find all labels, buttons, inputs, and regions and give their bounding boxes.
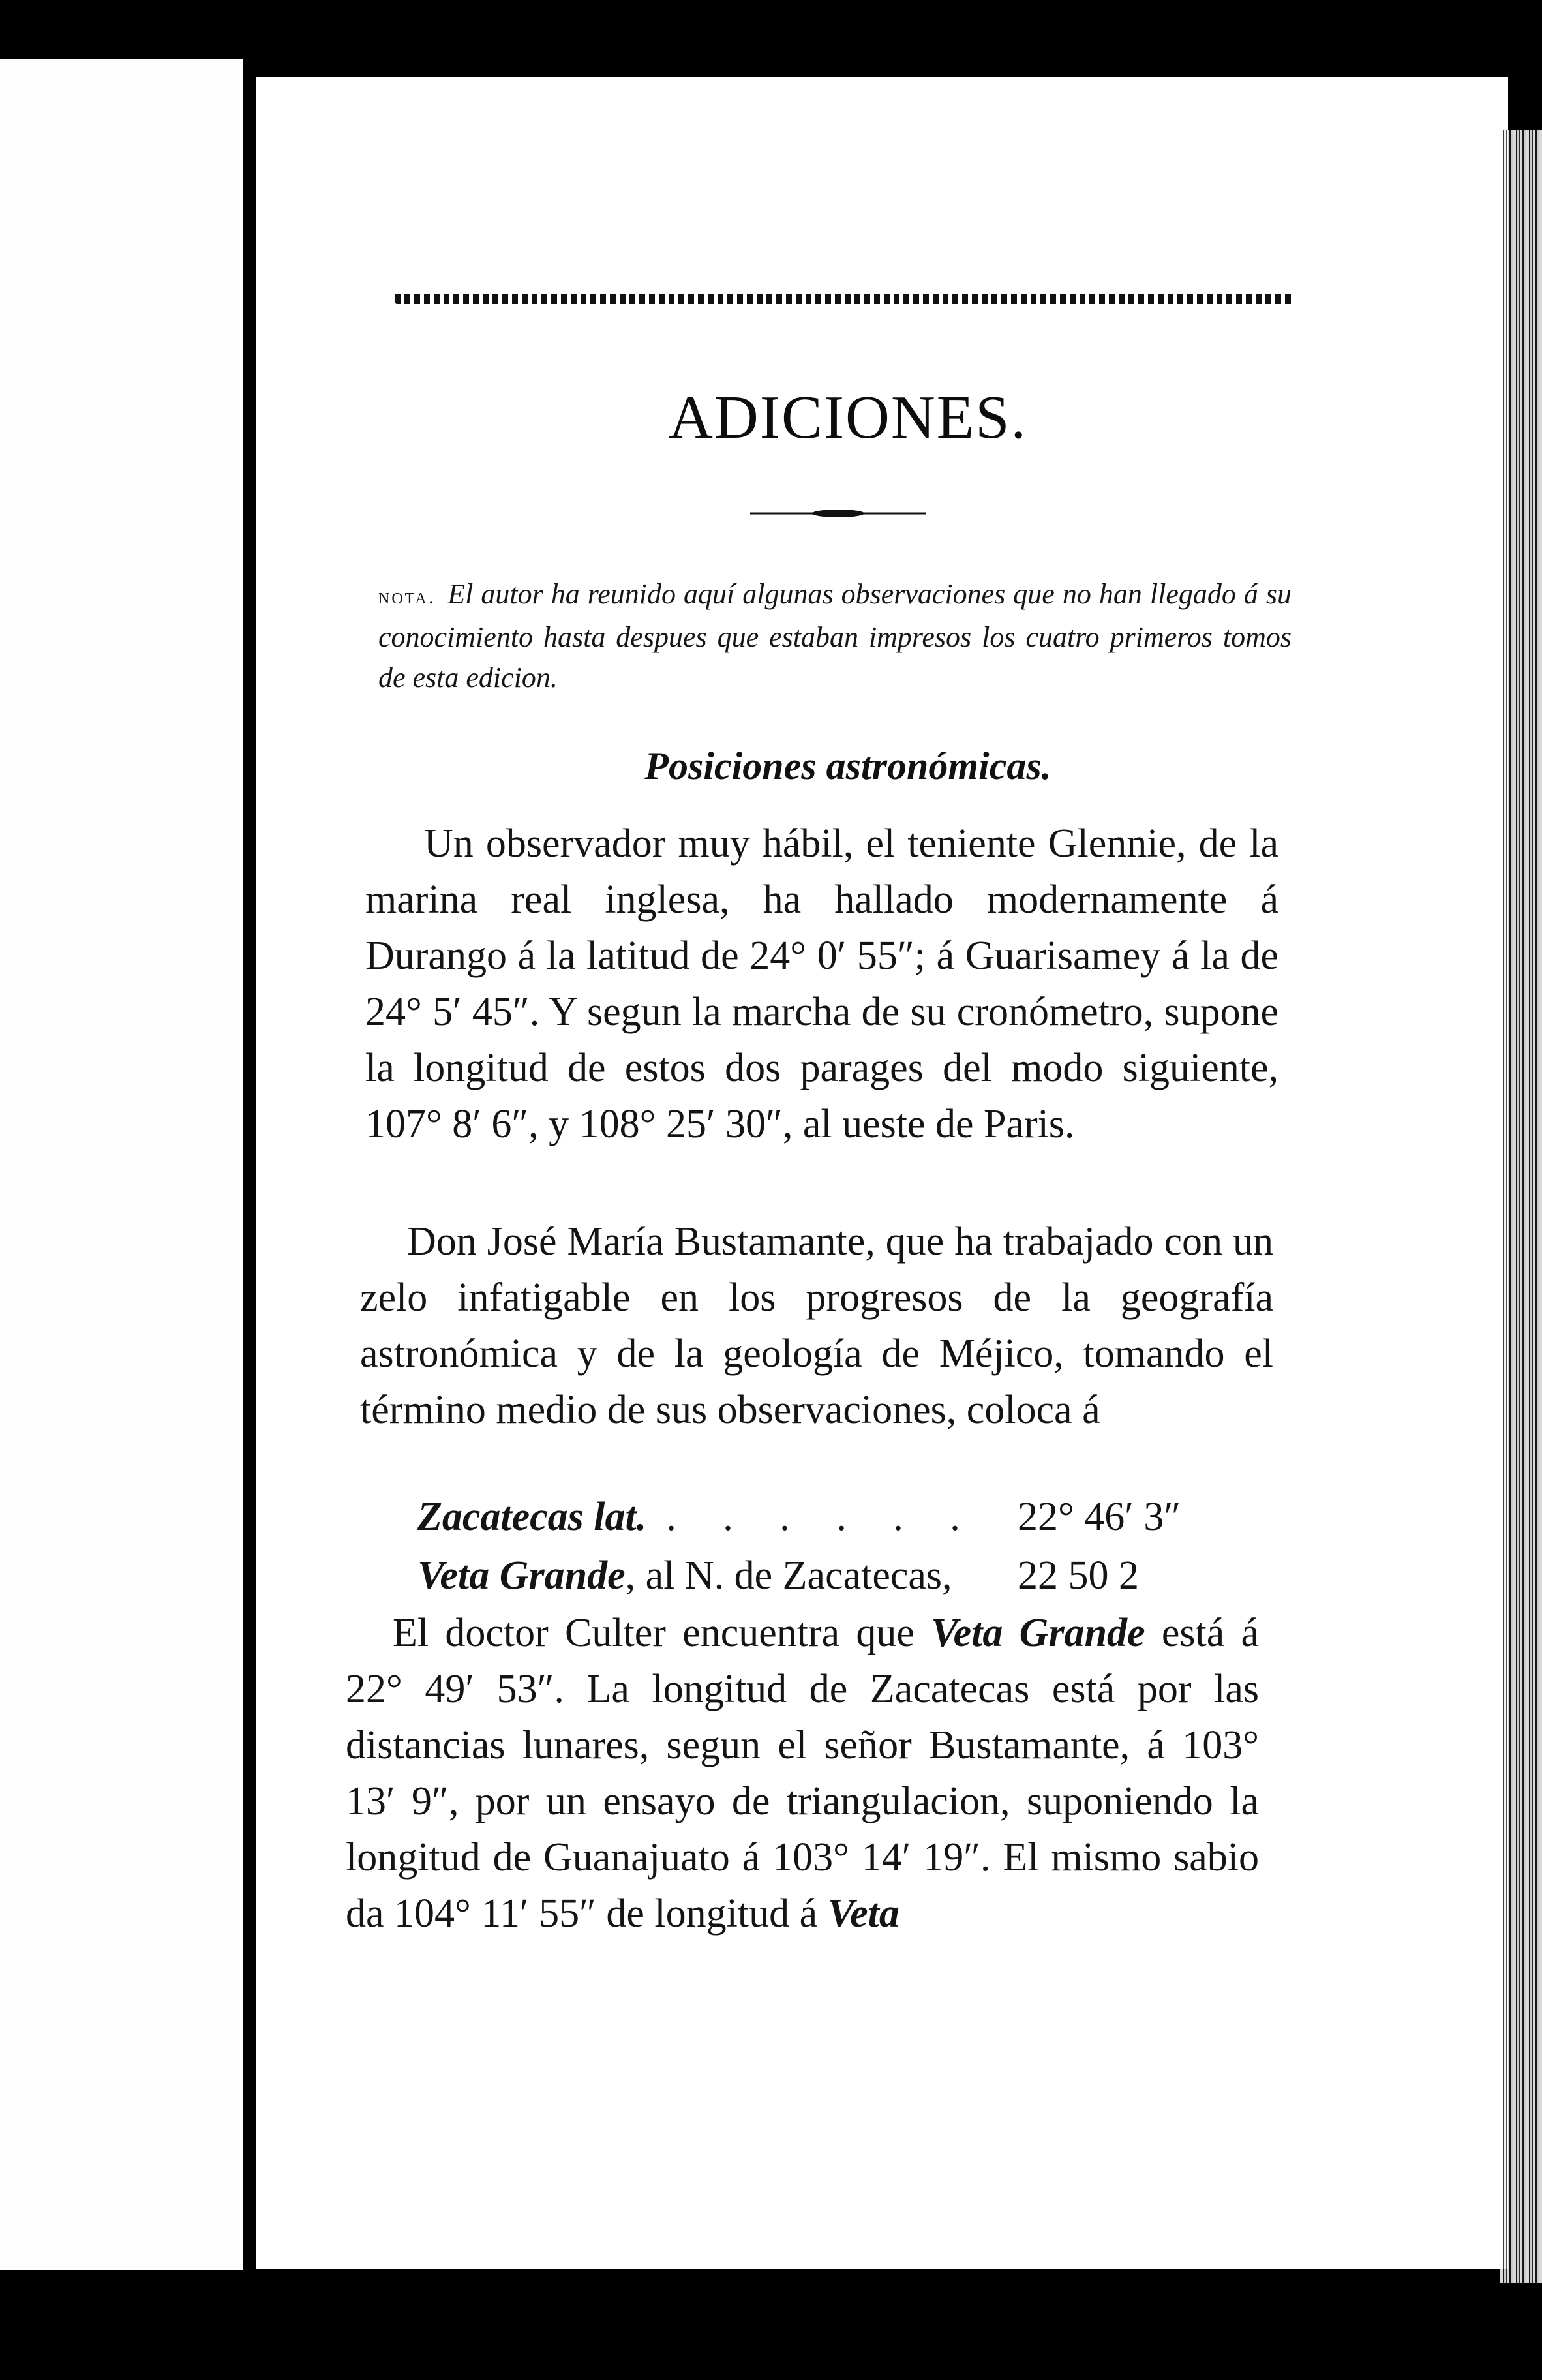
paragraph-3-text-b: está á 22° 49′ 53″. La longitud de Zacatecas está por las distancias lunares, segun el señor Bustamante, á 103° 13′ 9″, por un ensayo de triangulacion, suponiendo la longitud de Guanajuato á 103° 14′ 19″. El mismo sabio da 104° 11′ 55″ de longitud á <box>346 1611 1259 1936</box>
page-stack-edge <box>1500 130 1542 2283</box>
row-name: Zacatecas lat. <box>417 1495 647 1539</box>
paragraph-3 <box>346 1605 1259 1942</box>
note-text: El autor ha reunido aquí algunas observaciones que no han llegado á su conocimiento hasta despues que estaban impresos los cuatro primeros tomos de esta edicion. <box>378 578 1292 694</box>
table-row <box>417 1553 1265 1599</box>
paragraph-3-italic: Veta Grande <box>931 1611 1145 1655</box>
row-place: , al N. de Zacatecas, <box>625 1553 952 1598</box>
page-title: ADICIONES. <box>668 384 1028 451</box>
left-page-edge <box>0 59 243 2270</box>
flourish-divider <box>750 509 926 518</box>
paragraph-1: Un observador muy hábil, el teniente Glennie, de la marina real inglesa, ha hallado modernamente á Durango á la latitud de 24° 0′ 55″; á Guarisamey á la de 24° 5′ 45″. Y segun la marcha de su cronómetro, supone la longitud de estos dos parages del modo siguiente, 107° 8′ 6″, y 108° 25′ 30″, al ueste de Paris. <box>365 821 1278 1146</box>
paragraph-3-end: Veta <box>827 1891 900 1936</box>
section-title: Posiciones astronómicas. <box>644 744 1051 787</box>
paragraph-2: Don José María Bustamante, que ha trabajado con un zelo infatigable en los progresos de la geografía astronómica y de la geología de Méjico, tomando el término medio de sus observaciones, coloca á <box>360 1219 1273 1432</box>
row-value: 22° 46′ 3″ <box>1018 1495 1181 1539</box>
editor-note <box>378 574 1292 698</box>
row-value: 22 50 2 <box>1018 1553 1139 1598</box>
leader-dots: . . . . . . <box>666 1495 978 1539</box>
row-name: Veta Grande <box>417 1553 626 1598</box>
ornamental-header-rule <box>395 294 1295 304</box>
note-label: nota. <box>378 585 436 609</box>
paragraph-3-text-a: El doctor Culter encuentra que <box>393 1611 931 1655</box>
table-row <box>417 1494 1265 1540</box>
